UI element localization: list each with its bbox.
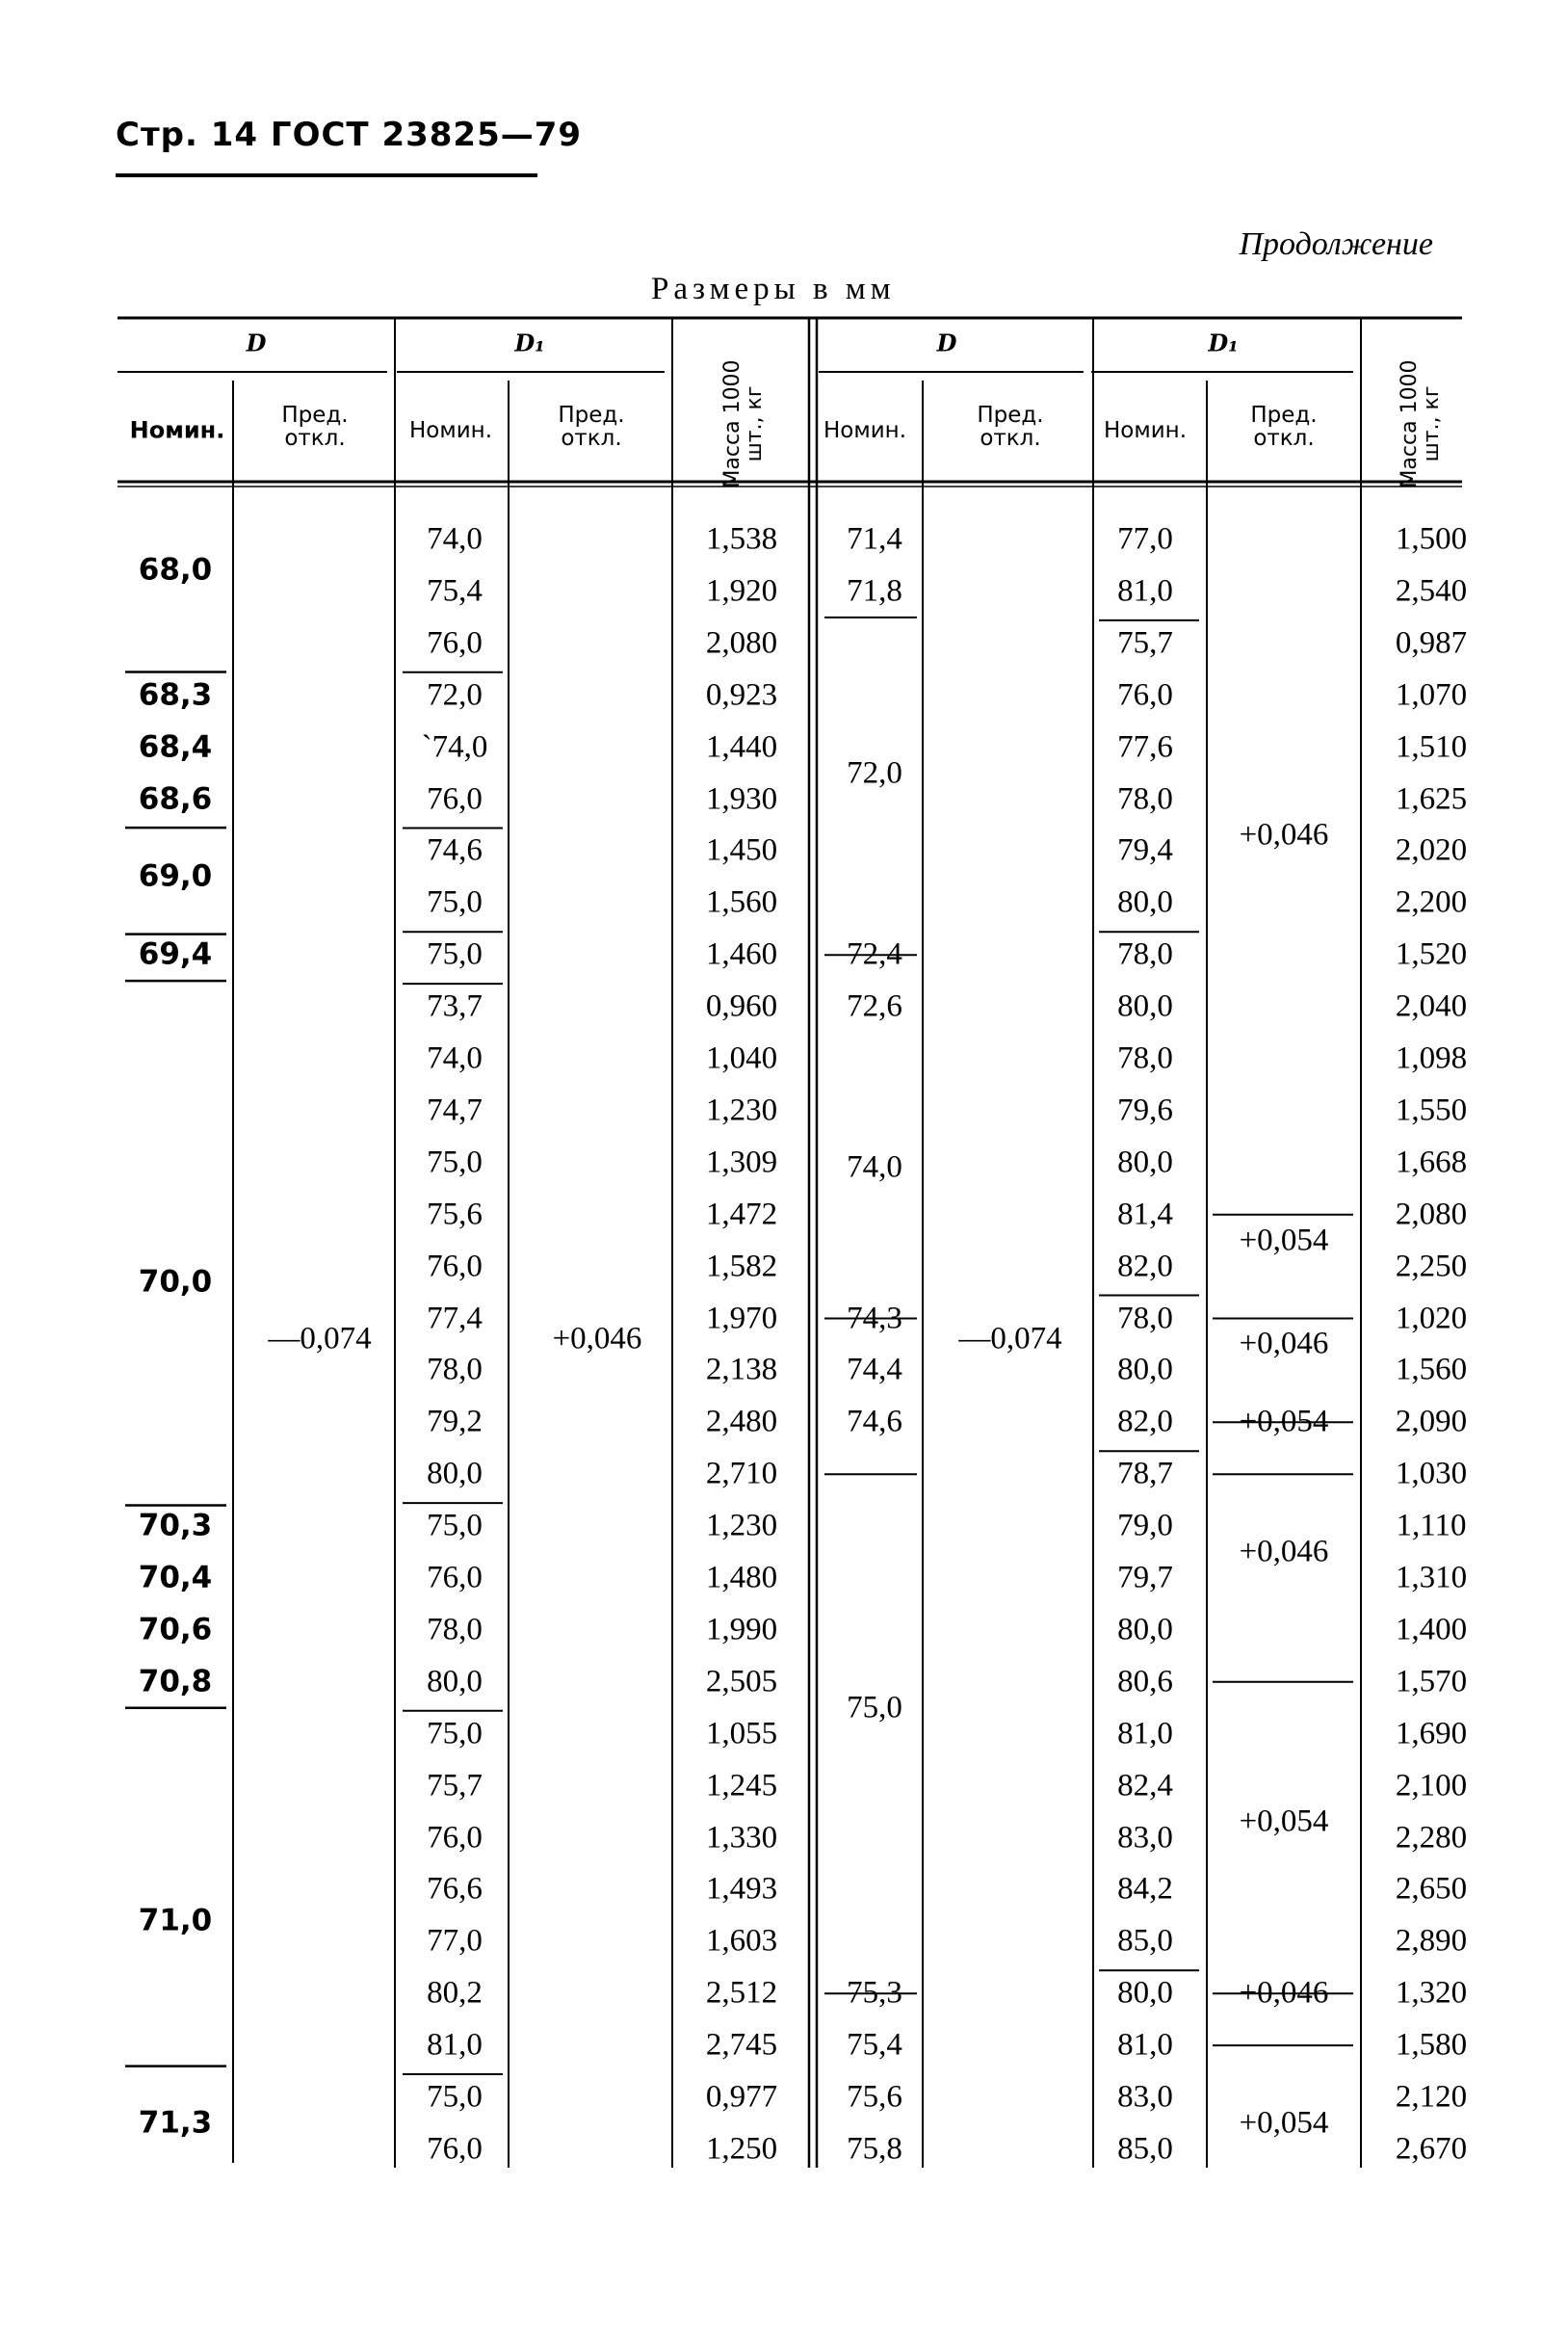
left-D-nomin-cell: 68,0 [138, 552, 213, 588]
left-D-pred-otkl-cell: —0,074 [268, 1321, 372, 1356]
right-D-nomin-cell: 72,6 [847, 988, 902, 1024]
left-mass-cell: 1,450 [705, 832, 778, 868]
right-D-pred-otkl-cell: —0,074 [958, 1321, 1062, 1356]
left-mass-cell: 1,040 [705, 1040, 778, 1076]
right-mass-cell: 1,550 [1395, 1093, 1468, 1128]
header-right-D: D [936, 329, 957, 357]
right-mass-cell: 1,070 [1395, 677, 1468, 713]
right-mass-cell: 1,690 [1395, 1716, 1468, 1751]
left-D1-nomin-cell: 77,4 [427, 1301, 483, 1335]
right-mass-cell: 2,890 [1395, 1923, 1468, 1959]
right-D1-nomin-cell: 80,0 [1117, 1975, 1173, 2011]
right-D-nomin-cell: 75,0 [847, 1690, 902, 1725]
right-D1-nomin-cell: 77,6 [1117, 729, 1173, 765]
left-mass-cell: 2,480 [705, 1404, 778, 1439]
right-D1-nomin-cell: 82,0 [1117, 1404, 1173, 1439]
right-mass-cell: 1,400 [1395, 1612, 1468, 1647]
right-mass-cell: 2,200 [1395, 884, 1468, 920]
right-mass-cell: 2,250 [1395, 1249, 1468, 1284]
left-mass-cell: 1,309 [705, 1145, 778, 1180]
right-D-nomin-cell: 75,3 [847, 1975, 902, 2011]
left-D-nomin-cell: 70,0 [138, 1264, 213, 1300]
left-D1-nomin-cell: 80,0 [427, 1664, 483, 1699]
left-mass-cell: 1,440 [705, 729, 778, 765]
left-mass-cell: 2,138 [705, 1352, 778, 1387]
right-mass-cell: 1,020 [1395, 1301, 1468, 1335]
left-D1-nomin-cell: 75,0 [427, 1716, 483, 1751]
left-D1-nomin-cell: 75,7 [427, 1768, 483, 1803]
right-D-nomin-cell: 72,4 [847, 936, 902, 972]
right-mass-cell: 2,650 [1395, 1871, 1468, 1907]
right-D1-nomin-cell: 80,6 [1117, 1664, 1173, 1699]
right-D1-nomin-cell: 85,0 [1117, 1923, 1173, 1959]
left-D1-nomin-cell: 74,6 [427, 832, 483, 868]
left-D1-nomin-cell: 80,2 [427, 1975, 483, 2011]
left-mass-cell: 0,960 [705, 988, 778, 1024]
right-D1-pred-otkl-cell: +0,046 [1239, 1326, 1329, 1361]
right-D1-nomin-cell: 78,0 [1117, 1040, 1173, 1076]
right-D-nomin-cell: 74,6 [847, 1404, 902, 1439]
left-D-nomin-cell: 70,8 [138, 1664, 213, 1699]
right-D1-nomin-cell: 82,0 [1117, 1249, 1173, 1284]
right-mass-cell: 1,580 [1395, 2027, 1468, 2063]
right-D-nomin-cell: 75,4 [847, 2027, 902, 2063]
right-mass-cell: 2,280 [1395, 1820, 1468, 1855]
left-mass-cell: 1,538 [705, 521, 778, 557]
left-D-nomin-cell: 71,3 [138, 2105, 213, 2141]
left-D1-nomin-cell: 75,0 [427, 884, 483, 920]
left-D1-nomin-cell: 76,0 [427, 1560, 483, 1595]
left-mass-cell: 1,582 [705, 1249, 778, 1284]
left-D1-nomin-cell: 75,0 [427, 2079, 483, 2115]
right-mass-cell: 1,510 [1395, 729, 1468, 765]
left-D1-nomin-cell: 75,0 [427, 1508, 483, 1543]
left-D1-nomin-cell: 76,0 [427, 2131, 483, 2167]
header-right-D-nomin: Номин. [823, 417, 907, 443]
right-D1-pred-otkl-cell: +0,054 [1239, 1404, 1329, 1439]
left-D1-nomin-cell: 76,6 [427, 1871, 483, 1907]
right-mass-cell: 1,310 [1395, 1560, 1468, 1595]
right-D-nomin-cell: 72,0 [847, 755, 902, 791]
right-mass-cell: 1,625 [1395, 781, 1468, 816]
left-mass-cell: 1,920 [705, 573, 778, 609]
right-mass-cell: 2,670 [1395, 2131, 1468, 2167]
header-right-mass: Масса 1000 шт., кг [1397, 359, 1444, 488]
right-D-nomin-cell: 74,0 [847, 1149, 902, 1185]
right-D1-nomin-cell: 80,0 [1117, 1352, 1173, 1387]
right-mass-cell: 2,100 [1395, 1768, 1468, 1803]
right-D-nomin-cell: 74,4 [847, 1352, 902, 1387]
right-D1-nomin-cell: 76,0 [1117, 677, 1173, 713]
right-D1-nomin-cell: 81,0 [1117, 1716, 1173, 1751]
left-D1-nomin-cell: 80,0 [427, 1456, 483, 1491]
left-D1-nomin-cell: 73,7 [427, 988, 483, 1024]
header-right-D-pred-otkl: Пред. откл. [977, 402, 1044, 451]
left-D1-nomin-cell: 75,0 [427, 936, 483, 972]
right-D-nomin-cell: 75,8 [847, 2131, 902, 2167]
header-left-D-pred-otkl: Пред. откл. [281, 402, 349, 451]
right-D1-nomin-cell: 83,0 [1117, 2079, 1173, 2115]
right-D1-nomin-cell: 79,4 [1117, 832, 1173, 868]
left-D-nomin-cell: 70,3 [138, 1508, 213, 1543]
right-D1-nomin-cell: 79,6 [1117, 1093, 1173, 1128]
right-mass-cell: 2,090 [1395, 1404, 1468, 1439]
left-mass-cell: 1,245 [705, 1768, 778, 1803]
left-D-nomin-cell: 68,3 [138, 677, 213, 713]
right-D-nomin-cell: 74,3 [847, 1301, 902, 1335]
left-mass-cell: 1,480 [705, 1560, 778, 1595]
left-D-nomin-cell: 69,0 [138, 858, 213, 894]
right-D1-nomin-cell: 81,4 [1117, 1197, 1173, 1232]
header-right-D1-nomin: Номин. [1103, 417, 1188, 443]
left-mass-cell: 2,512 [705, 1975, 778, 2011]
right-D1-nomin-cell: 83,0 [1117, 1820, 1173, 1855]
continuation-label: Продолжение [1239, 226, 1433, 262]
left-D1-nomin-cell: 75,6 [427, 1197, 483, 1232]
header-left-D1: D₁ [514, 329, 545, 357]
left-D1-nomin-cell: 78,0 [427, 1612, 483, 1647]
right-D1-nomin-cell: 85,0 [1117, 2131, 1173, 2167]
right-D1-nomin-cell: 78,7 [1117, 1456, 1173, 1491]
left-mass-cell: 0,923 [705, 677, 778, 713]
right-D1-nomin-cell: 75,7 [1117, 625, 1173, 661]
right-mass-cell: 1,098 [1395, 1040, 1468, 1076]
left-D1-nomin-cell: 79,2 [427, 1404, 483, 1439]
right-D1-pred-otkl-cell: +0,054 [1239, 2105, 1329, 2141]
header-right-D1-pred-otkl: Пред. откл. [1250, 402, 1318, 451]
right-D1-nomin-cell: 80,0 [1117, 884, 1173, 920]
right-mass-cell: 1,570 [1395, 1664, 1468, 1699]
right-D1-nomin-cell: 80,0 [1117, 1612, 1173, 1647]
left-D1-nomin-cell: 76,0 [427, 1820, 483, 1855]
header-left-D1-nomin: Номин. [408, 417, 493, 443]
left-mass-cell: 1,460 [705, 936, 778, 972]
left-D1-nomin-cell: 76,0 [427, 781, 483, 816]
left-D1-nomin-cell: 74,0 [427, 1040, 483, 1076]
left-mass-cell: 1,230 [705, 1093, 778, 1128]
right-mass-cell: 2,080 [1395, 1197, 1468, 1232]
left-mass-cell: 1,330 [705, 1820, 778, 1855]
left-D1-nomin-cell: 76,0 [427, 625, 483, 661]
left-mass-cell: 1,930 [705, 781, 778, 816]
left-mass-cell: 1,560 [705, 884, 778, 920]
left-D1-nomin-cell: 75,4 [427, 573, 483, 609]
right-mass-cell: 1,520 [1395, 936, 1468, 972]
right-D-nomin-cell: 75,6 [847, 2079, 902, 2115]
left-mass-cell: 1,472 [705, 1197, 778, 1232]
right-D-nomin-cell: 71,4 [847, 521, 902, 557]
left-D1-nomin-cell: 74,7 [427, 1093, 483, 1128]
right-mass-cell: 2,040 [1395, 988, 1468, 1024]
right-D1-nomin-cell: 84,2 [1117, 1871, 1173, 1907]
left-mass-cell: 1,603 [705, 1923, 778, 1959]
left-D1-pred-otkl-cell: +0,046 [552, 1321, 642, 1356]
left-mass-cell: 1,970 [705, 1301, 778, 1335]
header-left-mass: Масса 1000 шт., кг [719, 359, 767, 488]
right-D1-pred-otkl-cell: +0,054 [1239, 1223, 1329, 1258]
left-mass-cell: 1,230 [705, 1508, 778, 1543]
right-D1-nomin-cell: 78,0 [1117, 781, 1173, 816]
right-D1-nomin-cell: 79,0 [1117, 1508, 1173, 1543]
right-mass-cell: 1,560 [1395, 1352, 1468, 1387]
right-mass-cell: 1,668 [1395, 1145, 1468, 1180]
left-D-nomin-cell: 71,0 [138, 1903, 213, 1938]
left-D1-nomin-cell: 72,0 [427, 677, 483, 713]
left-D1-nomin-cell: 77,0 [427, 1923, 483, 1959]
left-mass-cell: 1,250 [705, 2131, 778, 2167]
left-D-nomin-cell: 70,6 [138, 1612, 213, 1647]
left-mass-cell: 2,710 [705, 1456, 778, 1491]
right-D1-pred-otkl-cell: +0,046 [1239, 1534, 1329, 1569]
right-mass-cell: 2,540 [1395, 573, 1468, 609]
right-D1-nomin-cell: 80,0 [1117, 1145, 1173, 1180]
right-D1-pred-otkl-cell: +0,054 [1239, 1803, 1329, 1839]
units-caption: Размеры в мм [651, 272, 896, 306]
right-mass-cell: 1,500 [1395, 521, 1468, 557]
header-left-D1-pred-otkl: Пред. откл. [558, 402, 625, 451]
right-D1-nomin-cell: 81,0 [1117, 2027, 1173, 2063]
right-mass-cell: 2,020 [1395, 832, 1468, 868]
right-D1-nomin-cell: 79,7 [1117, 1560, 1173, 1595]
left-D-nomin-cell: 68,6 [138, 781, 213, 816]
right-D-nomin-cell: 71,8 [847, 573, 902, 609]
right-D1-pred-otkl-cell: +0,046 [1239, 817, 1329, 853]
left-mass-cell: 0,977 [705, 2079, 778, 2115]
right-mass-cell: 1,320 [1395, 1975, 1468, 2011]
right-D1-nomin-cell: 80,0 [1117, 988, 1173, 1024]
left-D-nomin-cell: 69,4 [138, 936, 213, 972]
right-D1-nomin-cell: 78,0 [1117, 936, 1173, 972]
left-D1-nomin-cell: 78,0 [427, 1352, 483, 1387]
header-right-D1: D₁ [1208, 329, 1239, 357]
left-D-nomin-cell: 70,4 [138, 1560, 213, 1595]
left-D1-nomin-cell: 75,0 [427, 1145, 483, 1180]
right-D1-nomin-cell: 77,0 [1117, 521, 1173, 557]
left-mass-cell: 1,493 [705, 1871, 778, 1907]
left-D-nomin-cell: 68,4 [138, 729, 213, 765]
right-D1-nomin-cell: 78,0 [1117, 1301, 1173, 1335]
left-mass-cell: 1,055 [705, 1716, 778, 1751]
right-D1-pred-otkl-cell: +0,046 [1239, 1975, 1329, 2011]
left-mass-cell: 2,505 [705, 1664, 778, 1699]
left-D1-nomin-cell: 81,0 [427, 2027, 483, 2063]
header-left-D-nomin: Номин. [129, 416, 225, 444]
header-left-D: D [246, 329, 267, 357]
left-D1-nomin-cell: 74,0 [427, 521, 483, 557]
left-mass-cell: 1,990 [705, 1612, 778, 1647]
right-D1-nomin-cell: 81,0 [1117, 573, 1173, 609]
left-mass-cell: 2,080 [705, 625, 778, 661]
left-D1-nomin-cell: 76,0 [427, 1249, 483, 1284]
left-D1-nomin-cell: `74,0 [421, 729, 488, 765]
left-mass-cell: 2,745 [705, 2027, 778, 2063]
right-D1-nomin-cell: 82,4 [1117, 1768, 1173, 1803]
right-mass-cell: 2,120 [1395, 2079, 1468, 2115]
right-mass-cell: 1,030 [1395, 1456, 1468, 1491]
right-mass-cell: 1,110 [1396, 1508, 1467, 1543]
right-mass-cell: 0,987 [1395, 625, 1468, 661]
page-header: Стр. 14 ГОСТ 23825—79 [116, 116, 583, 154]
